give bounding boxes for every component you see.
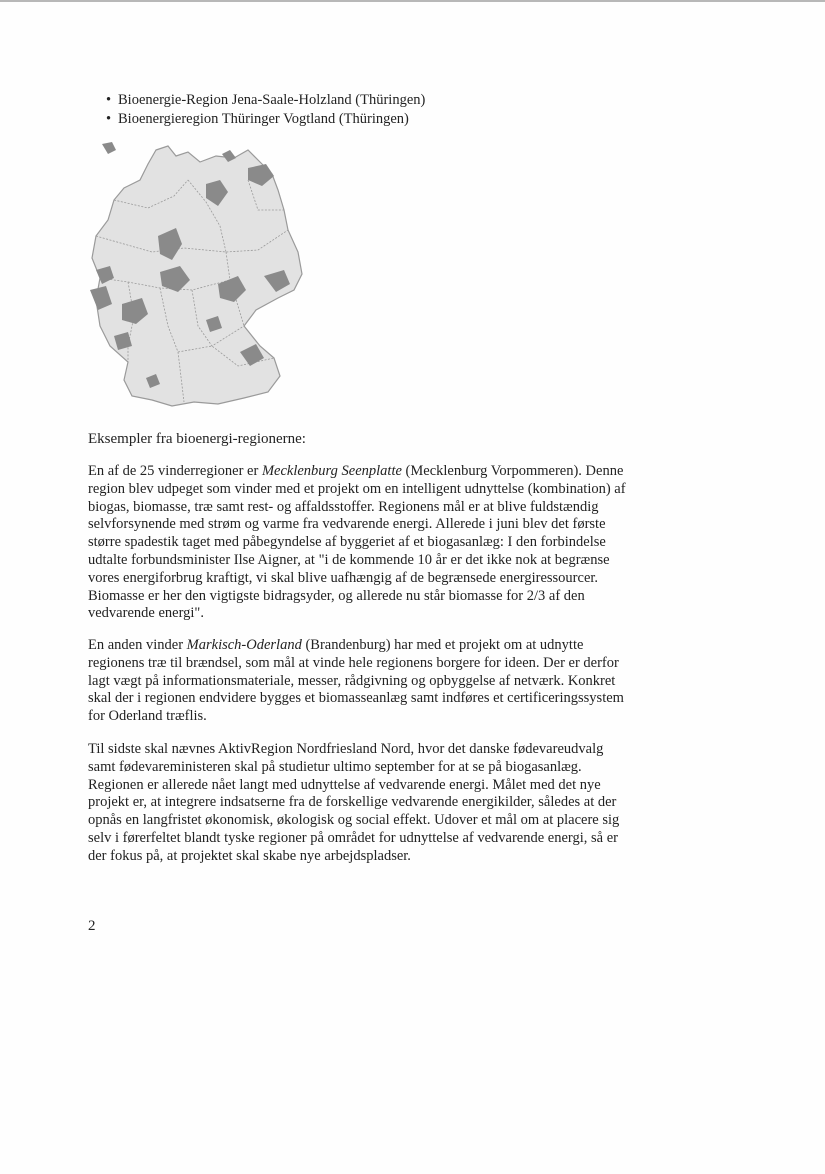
- region-name: Mecklenburg Seenplatte: [261, 463, 402, 479]
- paragraph-text: Til sidste skal nævnes AktivRegion Nordfriesland Nord, hvor det danske fødevareudvalg samt fødevareministeren skal på studietur ultimo september for at se på biogasanlæg. Regionen er allerede nået langt med udnyttelse af vedvarende energi. Målet med det nye projekt er, at integrere indsatserne fra de forskellige vedvarende energikilder, således at der opnås en langfristet økonomisk, økologisk og social effekt. Udover et mål om at placere sig selv i førerfeltet blandt tyske regioner på området for udnyttelse af vedvarende energi, så er der fokus på, at projektet skal skabe nye arbejdspladser.: [88, 741, 620, 864]
- top-edge-rule: [0, 0, 825, 2]
- bullet-list: [100, 91, 425, 129]
- germany-bioenergy-regions-map: [88, 140, 314, 412]
- paragraph-text: (Mecklenburg Vorpommeren). Denne region blev udpeget som vinder med et projekt om en intelligent udnyttelse (kombination) af biogas, biomasse, træ samt rest- og affaldsstoffer. Regionens mål er at blive fuldstændig selvforsynende med strøm og varme fra vedvarende energi. Allerede i juni blev det første større spadestik taget med påbegyndelse af byggeriet af et biogasanlæg: I den forbindelse udtalte forbundsminister Ilse Aigner, at "i de kommende 10 år er det ikke nok at begrænse vores energiforbrug kraftigt, vi skal blive uafhængig af de begrænsede energiressourcer. Biomasse er her den vigtigste bidragsyder, og allerede nu står biomasse for 2/3 af den vedvarende energi".: [88, 463, 626, 622]
- paragraph: [88, 463, 628, 623]
- paragraph-text: En anden vinder: [88, 637, 187, 653]
- page-number: 2: [88, 918, 96, 934]
- paragraph-text: En af de 25 vinderregioner er: [88, 463, 262, 479]
- region-name: Markisch-Oderland: [186, 637, 302, 653]
- paragraph: [88, 741, 628, 866]
- paragraph: [88, 637, 628, 726]
- bullet-item: • Bioenergie-Region Jena-Saale-Holzland (Thüringen): [100, 91, 425, 110]
- section-heading: Eksempler fra bioenergi-regionerne:: [88, 431, 306, 447]
- paragraph-text: (Brandenburg) har med et projekt om at udnytte regionens træ til brændsel, som mål at vinde hele regionens borgere for ideen. Der er derfor lagt vægt på informationsmateriale, messer, rådgivning og opbyggelse af netværk. Konkret skal der i regionen endvidere bygges et biomasseanlæg samt indføres et certificeringssystem for Oderland træflis.: [88, 637, 624, 725]
- bullet-item: • Bioenergieregion Thüringer Vogtland (Thüringen): [100, 110, 425, 129]
